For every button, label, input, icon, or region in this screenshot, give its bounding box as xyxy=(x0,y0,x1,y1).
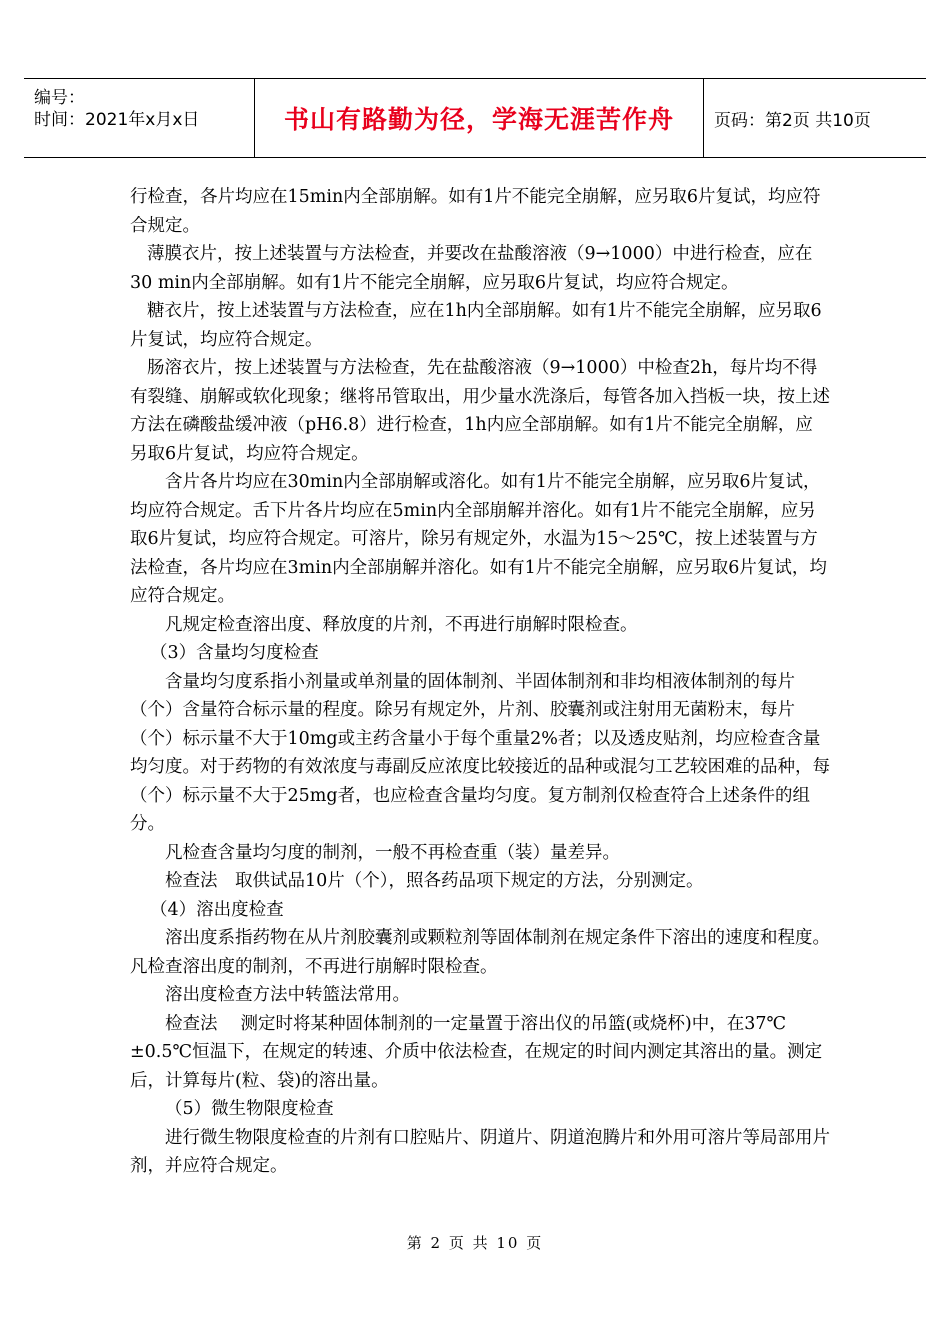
paragraph-test-method-2: 检查法 测定时将某种固体制剂的一定量置于溶出仪的吊篮(或烧杯)中，在37℃±0.5℃恒温下，在规定的转速、介质中依法检查，在规定的时间内测定其溶出的量。测定后，计算每片(粒、袋)的溶出量。 xyxy=(130,1013,823,1091)
header-meta xyxy=(24,79,254,157)
document-number-label: 编号： xyxy=(34,88,85,108)
header-motto: 书山有路勤为径，学海无涯苦作舟 xyxy=(254,79,704,157)
paragraph-film-coated: 薄膜衣片，按上述装置与方法检查，并要改在盐酸溶液（9→1000）中进行检查，应在30 min内全部崩解。如有1片不能完全崩解，应另取6片复试，均应符合规定。 xyxy=(130,244,813,293)
section-heading-dissolution: （4）溶出度检查 xyxy=(150,899,284,920)
paragraph-content-uniformity: 含量均匀度系指小剂量或单剂量的固体制剂、半固体制剂和非均相液体制剂的每片（个）含量符合标示量的程度。除另有规定外，片剂、胶囊剂或注射用无菌粉末，每片（个）标示量不大于10mg或主药含量小于每个重量2%者；以及透皮贴剂，均应检查含量均匀度。对于药物的有效浓度与毒副反应浓度比较接近的品种或混匀工艺较困难的品种，每（个）标示量不大于25mg者，也应检查含量均匀度。复方制剂仅检查符合上述条件的组分。 xyxy=(130,671,830,834)
footer-page-number: 第 2 页 共 10 页 xyxy=(406,1234,544,1252)
paragraph-basket-method: 溶出度检查方法中转篮法常用。 xyxy=(165,985,410,1005)
page-footer xyxy=(0,1232,950,1253)
paragraph-sugar-coated: 糖衣片，按上述装置与方法检查，应在1h内全部崩解。如有1片不能完全崩解，应另取6片复试，均应符合规定。 xyxy=(130,301,822,350)
section-heading-microbial-limit: （5）微生物限度检查 xyxy=(165,1099,334,1119)
paragraph-dissolution-note: 凡规定检查溶出度、释放度的片剂，不再进行崩解时限检查。 xyxy=(165,614,638,635)
paragraph-enteric-coated: 肠溶衣片，按上述装置与方法检查，先在盐酸溶液（9→1000）中检查2h，每片均不得有裂缝、崩解或软化现象；继将吊管取出，用少量水洗涤后，每管各加入挡板一块，按上述方法在磷酸盐缓冲液（pH6.8）进行检查，1h内应全部崩解。如有1片不能完全崩解，应另取6片复试，均应符合规定。 xyxy=(130,358,830,464)
page-header xyxy=(24,78,926,158)
paragraph-weight-variation: 凡检查含量均匀度的制剂，一般不再检查重（装）量差异。 xyxy=(165,842,620,863)
header-page-info: 页码：第2页 共10页 xyxy=(714,110,871,131)
section-heading-content-uniformity: （3）含量均匀度检查 xyxy=(150,643,319,663)
paragraph-dissolution-definition: 溶出度系指药物在从片剂胶囊剂或颗粒剂等固体制剂在规定条件下溶出的速度和程度。凡检查溶出度的制剂，不再进行崩解时限检查。 xyxy=(130,928,830,977)
document-time-label: 时间：2021年x月x日 xyxy=(34,110,200,130)
paragraph-test-method-1: 检查法 取供试品10片（个），照各药品项下规定的方法，分别测定。 xyxy=(165,871,704,891)
paragraph-continuation: 行检查，各片均应在15min内全部崩解。如有1片不能完全崩解，应另取6片复试，均应符合规定。 xyxy=(130,187,821,236)
paragraph-microbial-limit: 进行微生物限度检查的片剂有口腔贴片、阴道片、阴道泡腾片和外用可溶片等局部用片剂，并应符合规定。 xyxy=(130,1127,830,1176)
paragraph-buccal-sublingual: 含片各片均应在30min内全部崩解或溶化。如有1片不能完全崩解，应另取6片复试，均应符合规定。舌下片各片均应在5min内全部崩解并溶化。如有1片不能完全崩解，应另取6片复试，均应符合规定。可溶片，除另有规定外，水温为15～25℃，按上述装置与方法检查，各片均应在3min内全部崩解并溶化。如有1片不能完全崩解，应另取6片复试，均应符合规定。 xyxy=(130,472,827,606)
document-body xyxy=(130,183,830,1181)
